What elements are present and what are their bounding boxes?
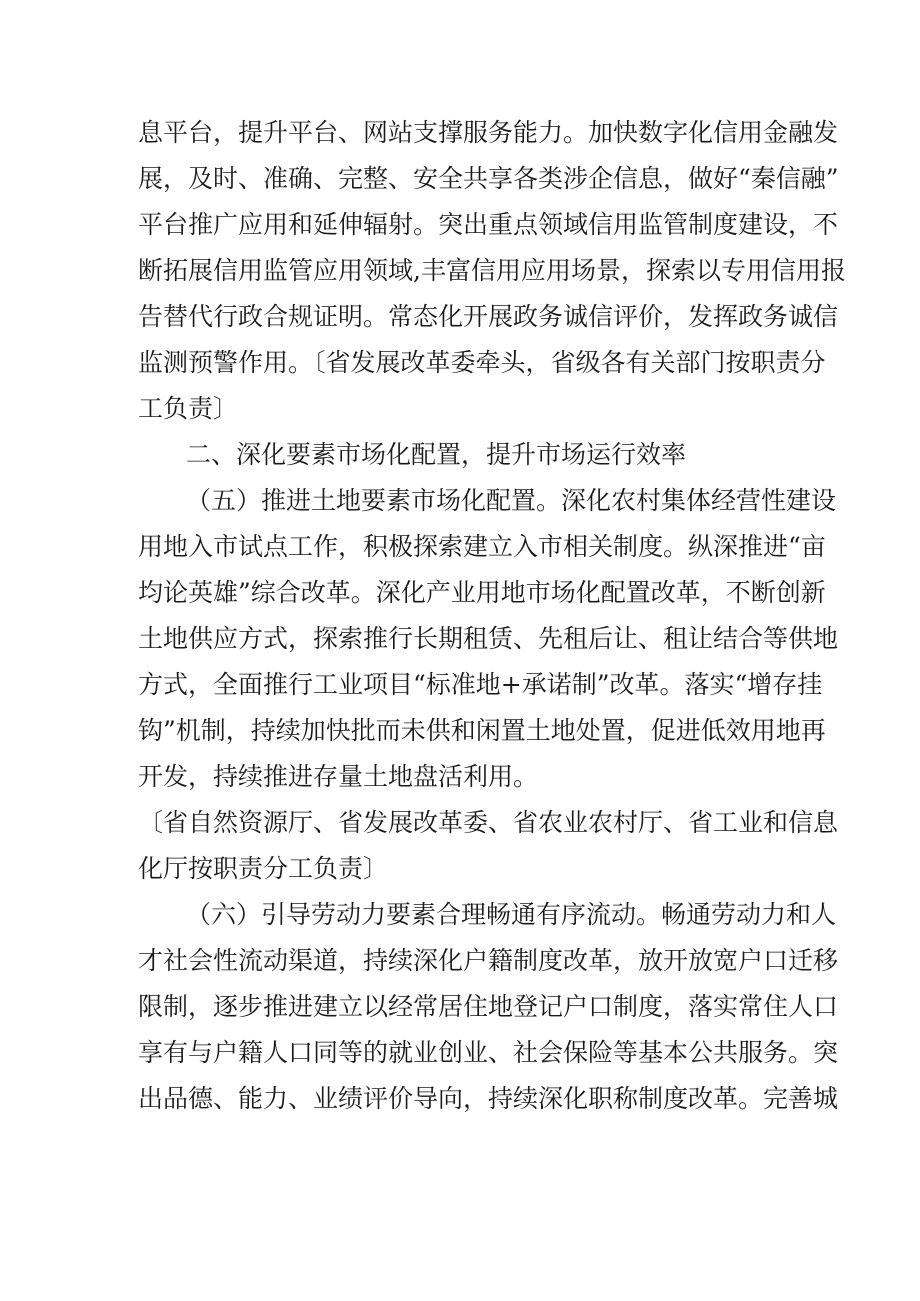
text-line: 告替代行政合规证明。常态化开展政务诚信评价，发挥政务诚信 bbox=[138, 302, 839, 331]
text-line: 用地入市试点工作，积极探索建立入市相关制度。纵深推进“亩 bbox=[138, 532, 826, 561]
text-line: 工负责〕 bbox=[138, 394, 239, 423]
text-line: 出品德、能力、业绩评价导向，持续深化职称制度改革。完善城 bbox=[138, 1084, 839, 1113]
text-line: 平台推广应用和延伸辐射。突出重点领域信用监管制度建设，不 bbox=[138, 210, 839, 239]
text-line: 开发，持续推进存量土地盘活利用。 bbox=[138, 762, 539, 791]
text-line: 才社会性流动渠道，持续深化户籍制度改革，放开放宽户口迁移 bbox=[138, 946, 839, 975]
text-line: 土地供应方式，探索推行长期租赁、先租后让、租让结合等供地 bbox=[138, 624, 839, 653]
text-line: 享有与户籍人口同等的就业创业、社会保险等基本公共服务。突 bbox=[138, 1038, 839, 1067]
text-line: 限制，逐步推进建立以经常居住地登记户口制度，落实常住人口 bbox=[138, 992, 839, 1021]
section-heading-text: 二、深化要素市场化配置，提升市场运行效率 bbox=[186, 440, 687, 469]
text-line: 钩”机制，持续加快批而未供和闲置土地处置，促进低效用地再 bbox=[138, 716, 826, 745]
text-line: 化厅按职责分工负责〕 bbox=[138, 854, 389, 883]
text-line: （五）推进土地要素市场化配置。深化农村集体经营性建设 bbox=[186, 486, 837, 515]
text-line: 监测预警作用。〔省发展改革委牵头，省级各有关部门按职责分 bbox=[138, 348, 826, 377]
text-line: 断拓展信用监管应用领域,丰富信用应用场景，探索以专用信用报 bbox=[138, 256, 846, 285]
text-line: 方式，全面推行工业项目“标准地+承诺制”改革。落实“增存挂 bbox=[138, 670, 823, 699]
text-line: 息平台，提升平台、网站支撑服务能力。加快数字化信用金融发 bbox=[138, 118, 839, 147]
text-line: 均论英雄”综合改革。深化产业用地市场化配置改革，不断创新 bbox=[138, 578, 826, 607]
text-line: 展，及时、准确、完整、安全共享各类涉企信息，做好“秦信融” bbox=[138, 164, 839, 193]
text-line: （六）引导劳动力要素合理畅通有序流动。畅通劳动力和人 bbox=[186, 900, 837, 929]
text-line: 〔省自然资源厅、省发展改革委、省农业农村厅、省工业和信息 bbox=[138, 808, 839, 837]
